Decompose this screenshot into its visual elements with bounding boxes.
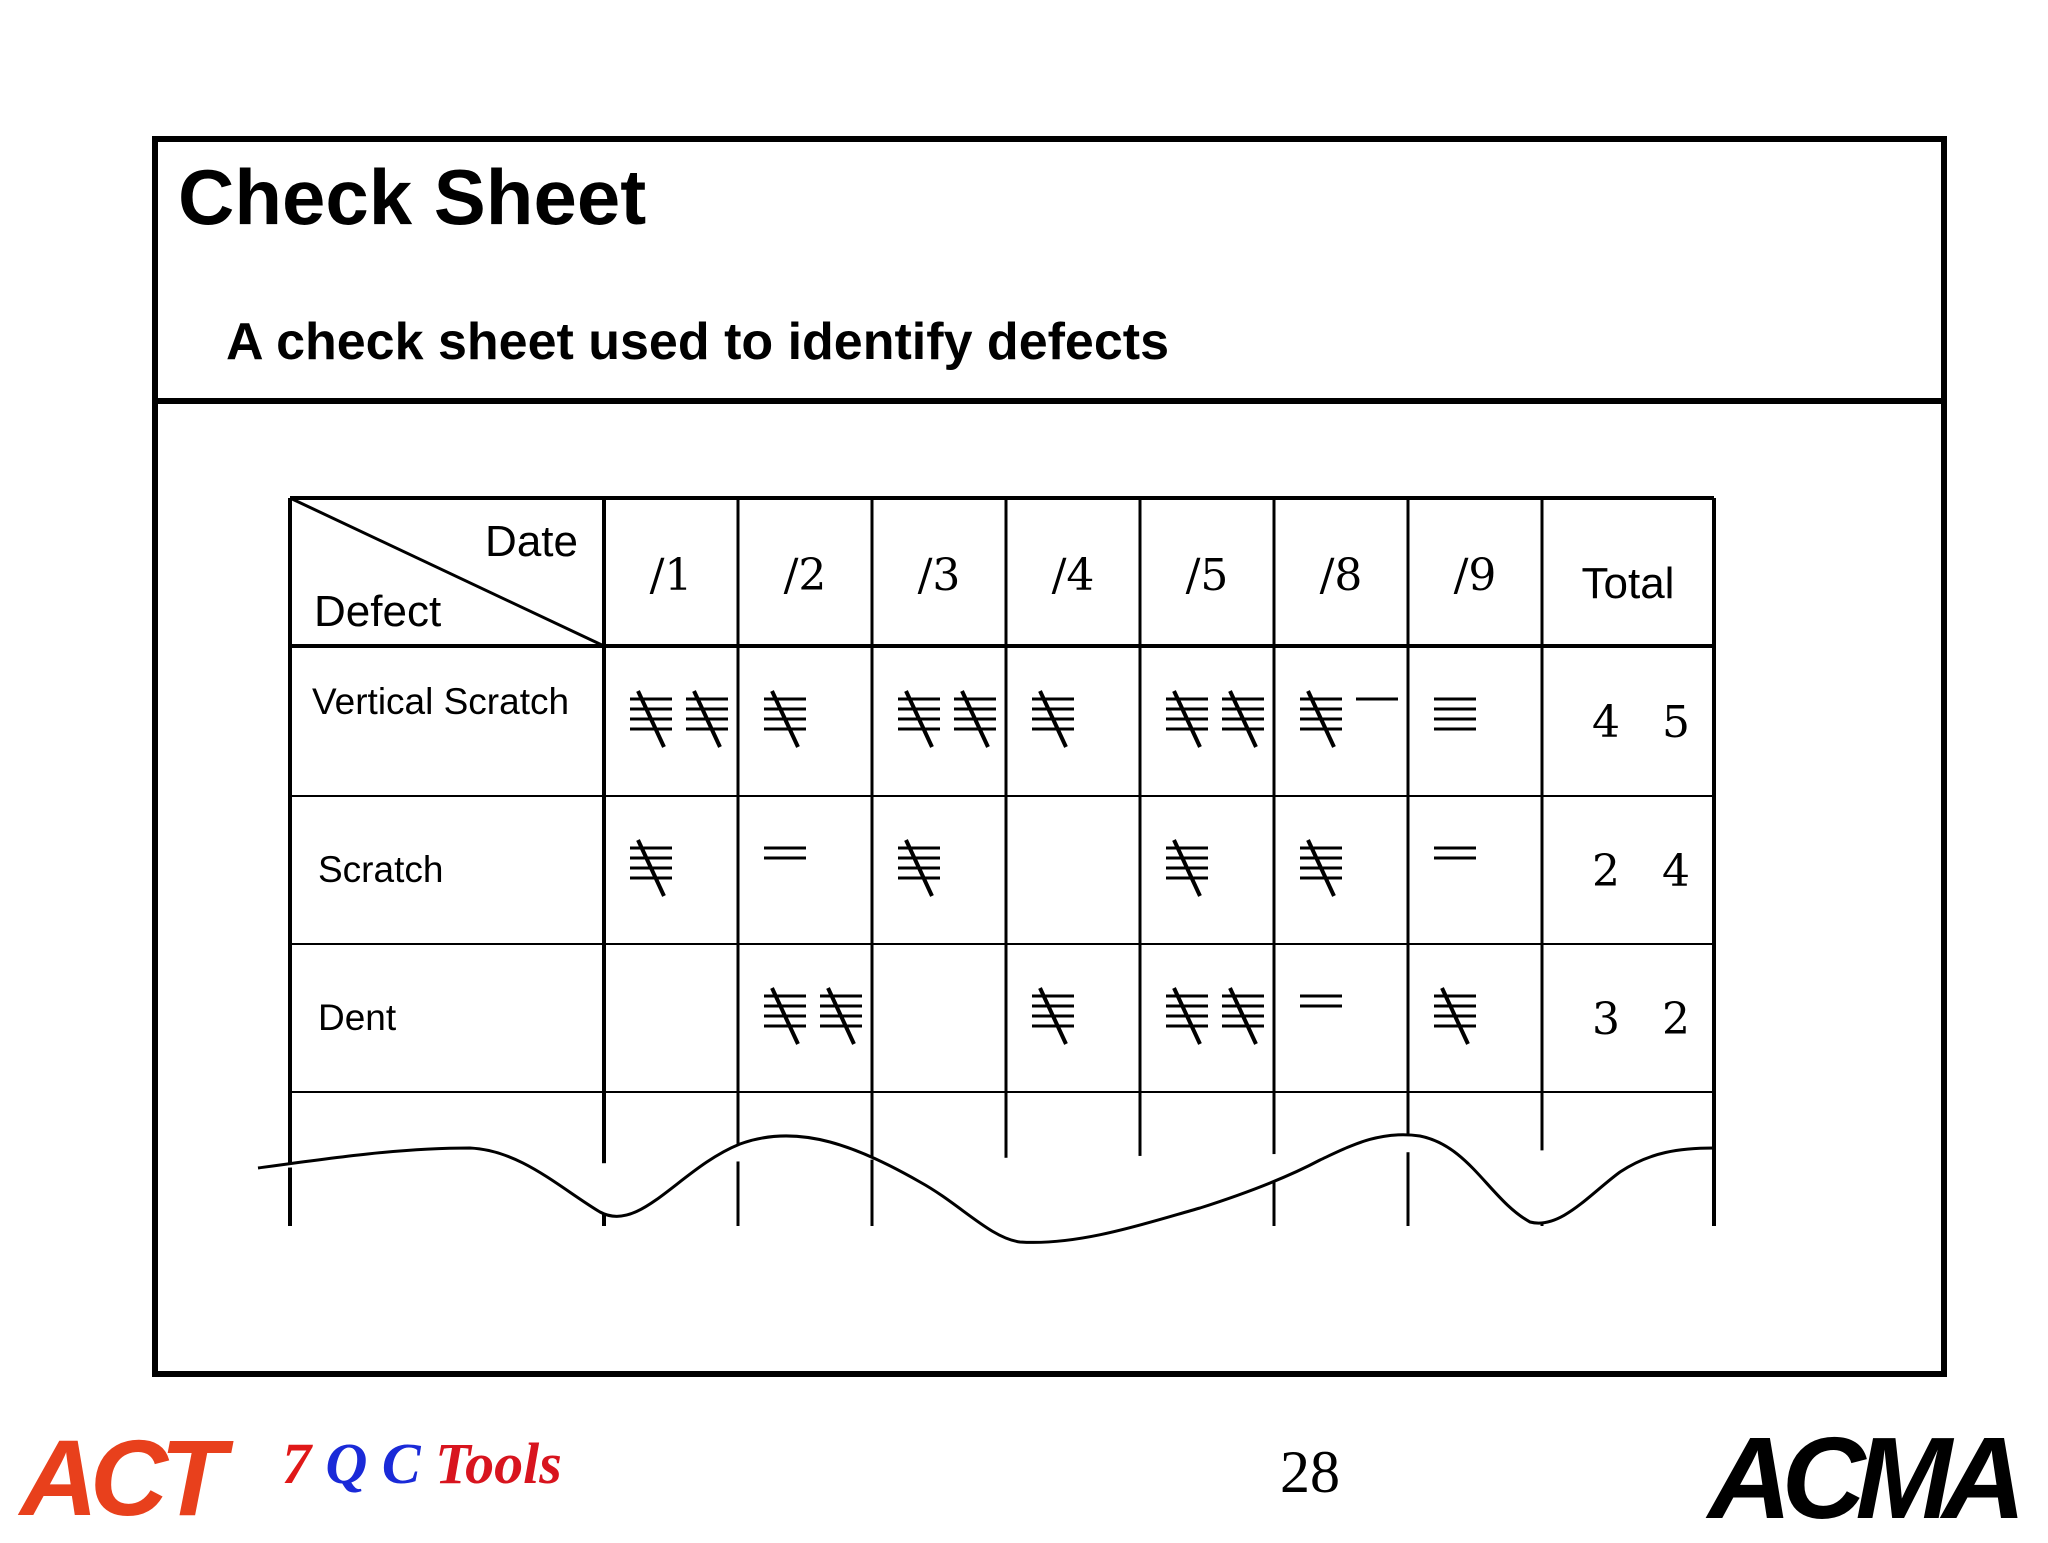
torn-bottom-edge xyxy=(258,1135,1714,1243)
date-header: /2 xyxy=(783,550,827,601)
tally-mark xyxy=(1032,988,1074,1044)
date-header: /9 xyxy=(1453,550,1497,601)
acma-logo: ACMA xyxy=(1708,1413,2016,1543)
date-header: /4 xyxy=(1051,550,1095,601)
tally-mark xyxy=(630,840,672,896)
tally-mark xyxy=(764,848,806,858)
tally-mark xyxy=(1032,691,1074,747)
act-logo: ACT xyxy=(20,1417,218,1538)
defect-label: Scratch xyxy=(318,849,444,890)
tally-mark xyxy=(1166,988,1264,1044)
tally-mark xyxy=(898,691,996,747)
tally-mark xyxy=(1166,691,1264,747)
corner-defect-label: Defect xyxy=(314,587,442,636)
total-value: 4 5 xyxy=(1592,697,1704,748)
tools-seven: 7 xyxy=(282,1431,311,1496)
date-header: /3 xyxy=(917,550,961,601)
total-header: Total xyxy=(1581,559,1675,608)
tally-mark xyxy=(1434,988,1476,1044)
tally-mark xyxy=(764,691,806,747)
slide-title: Check Sheet xyxy=(178,153,647,241)
tally-mark xyxy=(1166,840,1208,896)
tally-mark xyxy=(1300,691,1398,747)
page-number: 28 xyxy=(1280,1439,1340,1505)
date-header: /1 xyxy=(649,550,693,601)
corner-date-label: Date xyxy=(485,517,578,566)
date-header: /5 xyxy=(1185,550,1229,601)
seven-qc-tools-label xyxy=(282,1430,562,1497)
defect-label: Vertical Scratch xyxy=(312,681,570,722)
tally-mark xyxy=(1300,996,1342,1006)
tools-c: C xyxy=(381,1431,421,1496)
tools-q: Q xyxy=(325,1431,368,1496)
date-header: /8 xyxy=(1319,550,1363,601)
total-value: 2 4 xyxy=(1592,846,1704,897)
tally-mark xyxy=(1300,840,1342,896)
slide-subtitle: A check sheet used to identify defects xyxy=(226,313,1170,371)
tally-mark xyxy=(630,691,728,747)
tools-word: Tools xyxy=(435,1431,562,1496)
tally-mark xyxy=(1434,699,1476,729)
tally-mark xyxy=(898,840,940,896)
tally-mark xyxy=(1434,848,1476,858)
total-value: 3 2 xyxy=(1592,994,1704,1045)
defect-label: Dent xyxy=(318,997,397,1038)
tally-mark xyxy=(764,988,862,1044)
